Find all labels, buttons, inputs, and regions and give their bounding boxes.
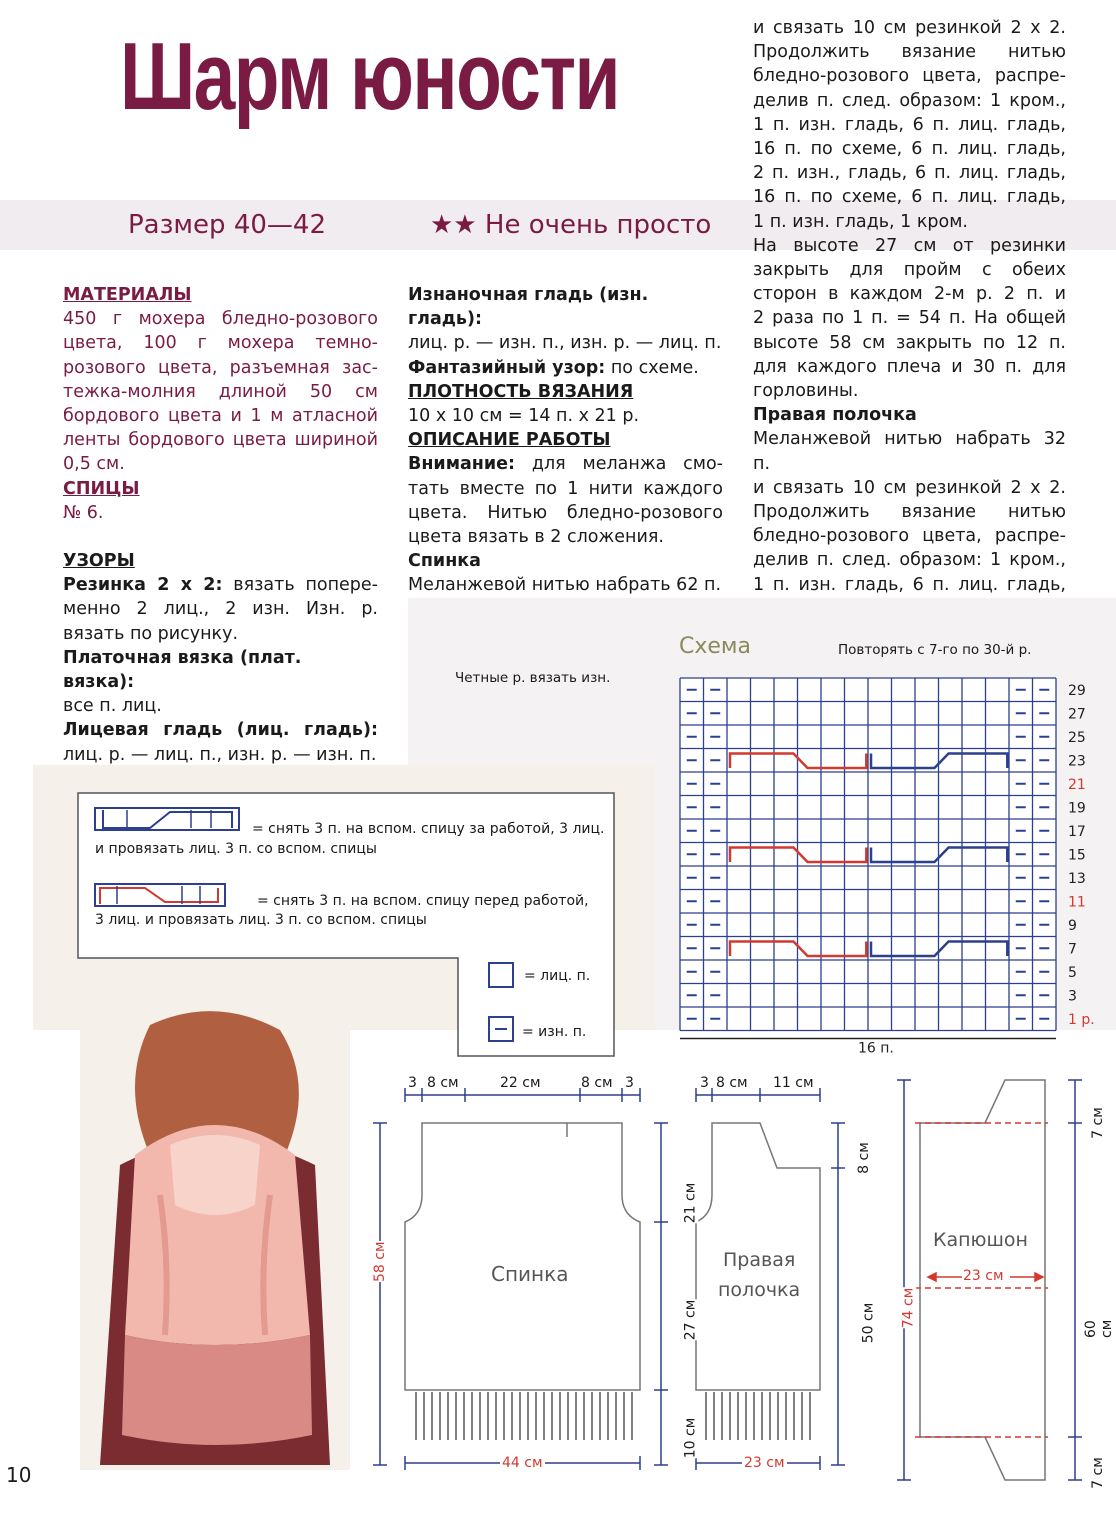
back-first-line: Меланжевой нитью набрать 62 п. (408, 575, 722, 596)
legend-purl-text: = изн. п. (522, 1024, 587, 1040)
chart-repeat-note: Повторять с 7-го по 30-й р. (838, 642, 1032, 658)
hood-label: Капюшон (933, 1229, 1028, 1251)
garter-label: Платочная вязка (плат. вязка): (63, 647, 302, 693)
rev-text: лиц. р. — изн. п., изн. р. — лиц. п. (408, 333, 722, 354)
back-heading: Спинка (408, 551, 481, 572)
even-rows-note: Четные р. вязать изн. (455, 670, 611, 686)
needles-text: № 6. (63, 502, 104, 523)
hood-width: 23 см (963, 1268, 1004, 1284)
rib-fringe (416, 1392, 810, 1440)
col3-paragraph-3: Меланжевой нитью набрать 32 п. и связать 10 см резинкой 2 х 2. Продолжить вязание нитью бледно-розового цвета, распре- делив п. след. образом: 1 кром., 1 п. изн. гладь, 6 п. лиц. гладь, (753, 429, 1066, 595)
front-width: 23 см (744, 1455, 785, 1471)
gauge-heading: ПЛОТНОСТЬ ВЯЗАНИЯ (408, 381, 634, 402)
row-number: 3 (1068, 988, 1077, 1005)
row-number: 9 (1068, 917, 1077, 934)
back-label: Спинка (491, 1262, 569, 1286)
rib-text: Резинка 2 х 2: вязать попере- менно 2 лиц., 2 изн. Изн. р. вязать по рисунку. (63, 575, 378, 644)
row-number: 1 р. (1068, 1011, 1095, 1028)
difficulty-stars: ★★ (430, 210, 477, 240)
legend-cable-front-text: = снять 3 п. на вспом. спицу перед работой, (257, 893, 589, 909)
row-number: 17 (1068, 823, 1086, 840)
row-number: 15 (1068, 847, 1086, 864)
legend-knit-text: = лиц. п. (524, 968, 591, 984)
row-number: 21 (1068, 776, 1086, 793)
row-number: 25 (1068, 729, 1086, 746)
patterns-heading: УЗОРЫ (63, 551, 135, 572)
front-label: Правая (723, 1249, 796, 1271)
col3-paragraph-1: и связать 10 см резинкой 2 х 2. Продолжить вязание нитью бледно-розового цвета, распре- делив п. след. образом: 1 кром., 1 п. изн. гладь, 6 п. лиц. гладь, 16 п. по схеме, 6 п. лиц. гладь, 2 п. изн., гладь, 6 п. лиц. гладь, 16 п. по схеме, 6 п. лиц. гладь, (753, 18, 1066, 208)
stockinette-text: лиц. р. — лиц. п., изн. р. — изн. п. (63, 744, 377, 765)
col3-paragraph-2: На высоте 27 см от резинки закрыть для пройм с обеих сторон в каждом 2-м р. 2 п. и 2 раза по 1 п. = 54 п. На общей высоте 58 см закрыть по 12 п. для каждого плеча и 30 п. для (753, 235, 1066, 377)
page-title: Шарм юности (120, 23, 619, 130)
row-number: 13 (1068, 870, 1086, 887)
column-3: и связать 10 см резинкой 2 х 2. Продолжить вязание нитью бледно-розового цвета, распре- делив п. след. образом: 1 кром., 1 п. изн. гладь, 6 п. лиц. гладь, 16 п. по схеме, 6 п. лиц. гладь, 2 п. изн., гладь, 6 п. лиц. гладь, 16 п. по схеме, 6 п. лиц. гладь, 1 п. изн. гладь, 1 кром. На высоте 27 см от резинки закрыть для пройм с обеих сторон в каждом 2-м р. 2 п. и 2 раза по 1 п. = 54 п. На общей высоте 58 см закрыть по 12 п. для каждого плеча и 30 п. для горловины. Правая полочка Меланжевой нитью набрать 32 п. и связать 10 см резинкой 2 х 2. Продолжить вязание нитью бледно-розового цвета, распре- делив п. след. образом: 1 кром., 1 п. изн. гладь, 6 п. лиц. гладь, (753, 16, 1066, 597)
stockinette-label: Лицевая гладь (лиц. гладь): (63, 720, 378, 741)
materials-heading: МАТЕРИАЛЫ (63, 285, 192, 305)
legend-cable-back-text: = снять 3 п. на вспом. спицу за работой, 3 лиц. (252, 821, 605, 837)
stitch-count: 16 п. (858, 1040, 894, 1057)
front-heading: Правая полочка (753, 405, 917, 426)
row-number: 23 (1068, 753, 1086, 770)
page-number: 10 (6, 1463, 32, 1487)
row-number: 5 (1068, 964, 1077, 981)
back-width: 44 см (502, 1455, 543, 1471)
back-shape (405, 1123, 640, 1390)
row-number: 29 (1068, 682, 1086, 699)
fancy-label: Фантазийный узор: (408, 357, 606, 378)
desc-heading: ОПИСАНИЕ РАБОТЫ (408, 430, 611, 451)
row-number: 11 (1068, 894, 1086, 911)
chart-title: Схема (679, 634, 751, 659)
row-number: 19 (1068, 800, 1086, 817)
row-number: 7 (1068, 941, 1077, 958)
materials-text: 450 г мохера бледно-розового цвета, 100 г мохера темно- розового цвета, разъемная зас- тежка-молния длиной 50 см бордового цвета и 1 м атласной ленты бордового цвета шириной 0,5 см. (63, 309, 378, 475)
difficulty: ★★ Не очень просто (430, 210, 712, 240)
row-number: 27 (1068, 706, 1086, 723)
column-2: Изнаночная гладь (изн. гладь): лиц. р. — изн. п., изн. р. — лиц. п. Фантазийный узор: по схеме. ПЛОТНОСТЬ ВЯЗАНИЯ 10 х 10 см = 14 п. х 21 р. ОПИСАНИЕ РАБОТЫ Внимание: для меланжа смо- тать вместе по 1 нити каждого цвета. Нитью бледно-розового цвета вязать в 2 сложения. Спинка Меланжевой нитью набрать 62 п. (408, 283, 723, 598)
gauge-text: 10 х 10 см = 14 п. х 21 р. (408, 406, 640, 427)
needles-heading: СПИЦЫ (63, 478, 140, 499)
size-label: Размер 40—42 (128, 210, 326, 240)
rev-label: Изнаночная гладь (изн. гладь): (408, 285, 649, 330)
garter-text: все п. лиц. (63, 696, 162, 717)
attention-text: Внимание: для меланжа смо- тать вместе по 1 нити каждого цвета. Нитью бледно-розового цвета вязать в 2 сложения. (408, 454, 723, 548)
